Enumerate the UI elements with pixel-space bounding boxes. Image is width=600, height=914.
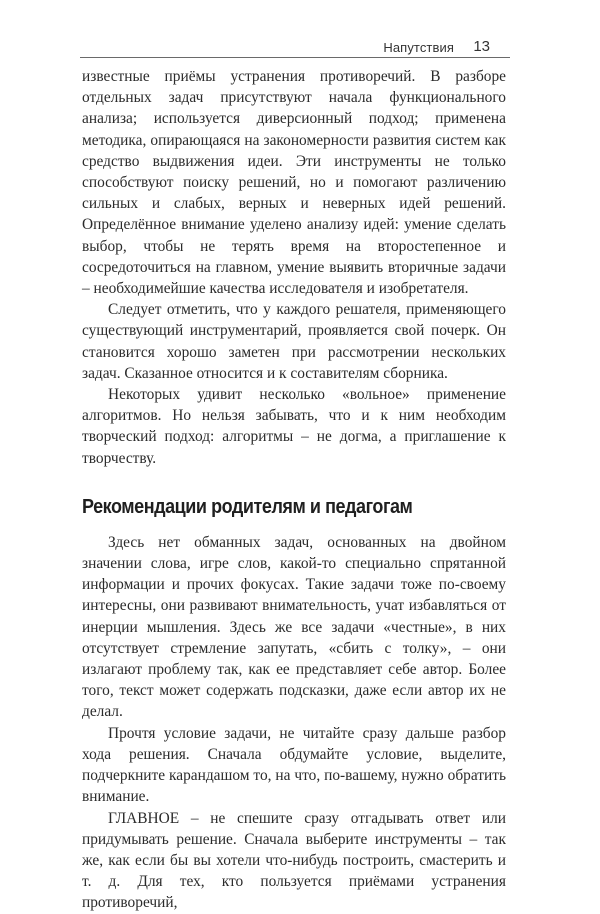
paragraph: Здесь нет обманных задач, основанных на двойном значении слова, игре слов, какой-то специально спрятанной информации и прочих фокусах. Такие задачи тоже по-своему интересны, они развивают внимательность, учат избавляться от инерции мышления. Здесь же все задачи «честные», в них отсутствует стремление запутать, «сбить с толку», – они излагают проблему так, как ее представляет себе автор. Более того, текст может содержать подсказки, даже если автор их не делал. [82, 533, 506, 721]
page-number: 13 [473, 38, 490, 55]
running-header [80, 34, 510, 58]
header-title: Напутствия [383, 40, 454, 55]
paragraph: Некоторых удивит несколько «вольное» применение алгоритмов. Но нельзя забывать, что и к ним необходим творческий подход: алгоритмы – не догма, а приглашение к творчеству. [82, 386, 506, 467]
paragraph: Прочтя условие задачи, не читайте сразу дальше разбор хода решения. Сначала обдумайте условие, выделите, подчеркните карандашом то, на что, по-вашему, нужно обратить внимание. [82, 724, 506, 806]
paragraph: Следует отметить, что у каждого решателя, применяющего существующий инструментарий, проявляется свой почерк. Он становится хорошо заметен при рассмотрении нескольких задач. Сказанное относится и к составителям сборника. [82, 301, 506, 382]
paragraph: ГЛАВНОЕ – не спешите сразу отгадывать ответ или придумывать решение. Сначала выберите инструменты – так же, как если бы вы хотели что-нибудь построить, смастерить и т. д. Для тех, кто пользуется приёмами устранения противоречий, [82, 809, 506, 912]
section-heading: Рекомендации родителям и педагогам [82, 495, 413, 518]
paragraph: известные приёмы устранения противоречий. В разборе отдельных задач присутствуют начала функционального анализа; используется диверсионный подход; применена методика, опирающаяся на закономерности развития систем как средство выдвижения идеи. Эти инструменты не только способствуют поиску решений, но и помогают различению сильных и слабых, верных и неверных идей решений. Определённое внимание уделено анализу идей: умение сделать выбор, чтобы не терять время на второстепенное и сосредоточиться на главном, умение выявить вторичные задачи – необходимейшие качества исследователя и изобретателя. [82, 68, 506, 298]
page-body [82, 66, 506, 914]
header-rule [80, 57, 510, 58]
